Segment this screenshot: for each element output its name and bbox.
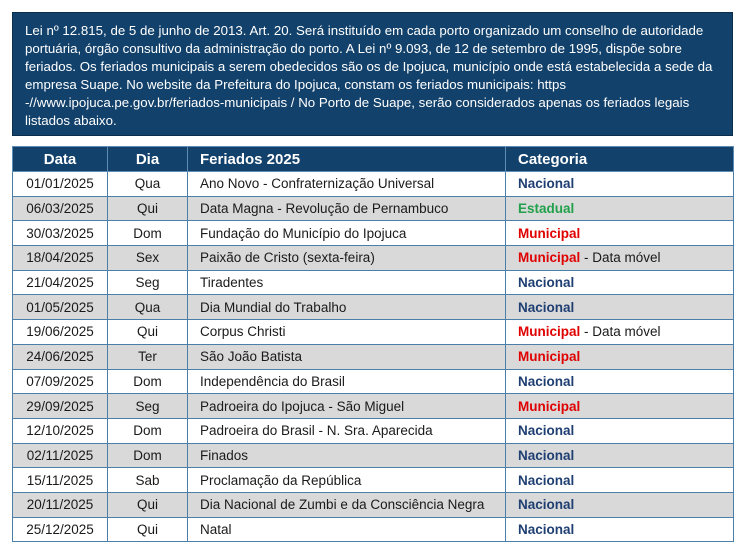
row-day: Qua — [108, 172, 188, 197]
row-category-cell — [506, 270, 734, 295]
row-category-cell — [506, 295, 734, 320]
row-holiday-name: Padroeira do Ipojuca - São Miguel — [188, 394, 506, 419]
header-date: Data — [13, 147, 108, 172]
category-badge: Nacional — [518, 275, 575, 291]
row-category-cell — [506, 246, 734, 271]
row-category-cell — [506, 172, 734, 197]
category-badge: Nacional — [518, 497, 575, 513]
row-category-cell — [506, 221, 734, 246]
row-date: 24/06/2025 — [13, 344, 108, 369]
category-badge: Nacional — [518, 521, 575, 537]
table-row — [13, 418, 734, 443]
row-date: 20/11/2025 — [13, 492, 108, 517]
row-day: Dom — [108, 369, 188, 394]
table-header-row — [13, 147, 734, 172]
category-badge: Municipal — [518, 349, 581, 365]
table-row — [13, 320, 734, 345]
row-category-cell — [506, 517, 734, 542]
row-day: Dom — [108, 443, 188, 468]
row-date: 12/10/2025 — [13, 418, 108, 443]
row-date: 15/11/2025 — [13, 468, 108, 493]
row-date: 07/09/2025 — [13, 369, 108, 394]
category-badge: Municipal — [518, 250, 581, 266]
row-holiday-name: Tiradentes — [188, 270, 506, 295]
row-holiday-name: Proclamação da República — [188, 468, 506, 493]
row-category-cell — [506, 369, 734, 394]
row-date: 30/03/2025 — [13, 221, 108, 246]
row-holiday-name: Ano Novo - Confraternização Universal — [188, 172, 506, 197]
category-badge: Municipal — [518, 324, 581, 340]
category-badge: Nacional — [518, 447, 575, 463]
row-day: Dom — [108, 221, 188, 246]
row-day: Seg — [108, 394, 188, 419]
row-day: Sex — [108, 246, 188, 271]
table-body — [13, 172, 734, 542]
row-date: 25/12/2025 — [13, 517, 108, 542]
holidays-table — [12, 146, 734, 542]
header-category: Categoria — [506, 147, 734, 172]
table-row — [13, 196, 734, 221]
row-holiday-name: Dia Nacional de Zumbi e da Consciência Negra — [188, 492, 506, 517]
table-row — [13, 468, 734, 493]
row-category-cell — [506, 394, 734, 419]
category-badge: Municipal — [518, 398, 581, 414]
category-badge: Municipal — [518, 225, 581, 241]
row-category-cell — [506, 492, 734, 517]
table-row — [13, 221, 734, 246]
table-row — [13, 492, 734, 517]
row-day: Dom — [108, 418, 188, 443]
table-row — [13, 369, 734, 394]
table-row — [13, 270, 734, 295]
row-holiday-name: Dia Mundial do Trabalho — [188, 295, 506, 320]
row-holiday-name: Paixão de Cristo (sexta-feira) — [188, 246, 506, 271]
row-category-cell — [506, 320, 734, 345]
row-date: 19/06/2025 — [13, 320, 108, 345]
category-badge: Estadual — [518, 201, 575, 217]
movable-date-note: - Data móvel — [580, 324, 661, 340]
row-day: Qui — [108, 517, 188, 542]
row-holiday-name: Natal — [188, 517, 506, 542]
table-row — [13, 246, 734, 271]
row-day: Qui — [108, 492, 188, 517]
category-badge: Nacional — [518, 373, 575, 389]
row-date: 06/03/2025 — [13, 196, 108, 221]
row-category-cell — [506, 443, 734, 468]
row-holiday-name: Padroeira do Brasil - N. Sra. Aparecida — [188, 418, 506, 443]
table-row — [13, 517, 734, 542]
category-badge: Nacional — [518, 423, 575, 439]
legal-notice — [12, 12, 733, 136]
row-holiday-name: Independência do Brasil — [188, 369, 506, 394]
table-row — [13, 394, 734, 419]
row-day: Qua — [108, 295, 188, 320]
legal-notice-text: Lei nº 12.815, de 5 de junho de 2013. Art. 20. Será instituído em cada porto organizado um conselho de autoridade portuária, órgão consultivo da administração do porto. A Lei nº 9.093, de 12 de setembro de 1995, dispõe sobre feriados. Os feriados municipais a serem obedecidos são os de Ipojuca, município onde está estabelecida a sede da empresa Suape. No website da Prefeitura do Ipojuca, constam os feriados municipais: https -//www.ipojuca.pe.gov.br/feriados-municipais / No Porto de Suape, serão considerados apenas os feriados legais listados abaixo. — [25, 23, 713, 129]
header-day: Dia — [108, 147, 188, 172]
row-holiday-name: Corpus Christi — [188, 320, 506, 345]
row-category-cell — [506, 196, 734, 221]
row-date: 02/11/2025 — [13, 443, 108, 468]
table-row — [13, 443, 734, 468]
row-holiday-name: Fundação do Município do Ipojuca — [188, 221, 506, 246]
row-date: 01/01/2025 — [13, 172, 108, 197]
row-date: 01/05/2025 — [13, 295, 108, 320]
row-holiday-name: São João Batista — [188, 344, 506, 369]
row-day: Ter — [108, 344, 188, 369]
row-date: 29/09/2025 — [13, 394, 108, 419]
row-day: Sab — [108, 468, 188, 493]
table-row — [13, 344, 734, 369]
category-badge: Nacional — [518, 299, 575, 315]
row-day: Qui — [108, 320, 188, 345]
header-holiday: Feriados 2025 — [188, 147, 506, 172]
table-row — [13, 295, 734, 320]
row-category-cell — [506, 418, 734, 443]
row-day: Qui — [108, 196, 188, 221]
category-badge: Nacional — [518, 472, 575, 488]
row-date: 18/04/2025 — [13, 246, 108, 271]
row-holiday-name: Data Magna - Revolução de Pernambuco — [188, 196, 506, 221]
row-category-cell — [506, 344, 734, 369]
movable-date-note: - Data móvel — [580, 250, 661, 266]
row-category-cell — [506, 468, 734, 493]
table-row — [13, 172, 734, 197]
row-date: 21/04/2025 — [13, 270, 108, 295]
row-day: Seg — [108, 270, 188, 295]
category-badge: Nacional — [518, 176, 575, 192]
row-holiday-name: Finados — [188, 443, 506, 468]
